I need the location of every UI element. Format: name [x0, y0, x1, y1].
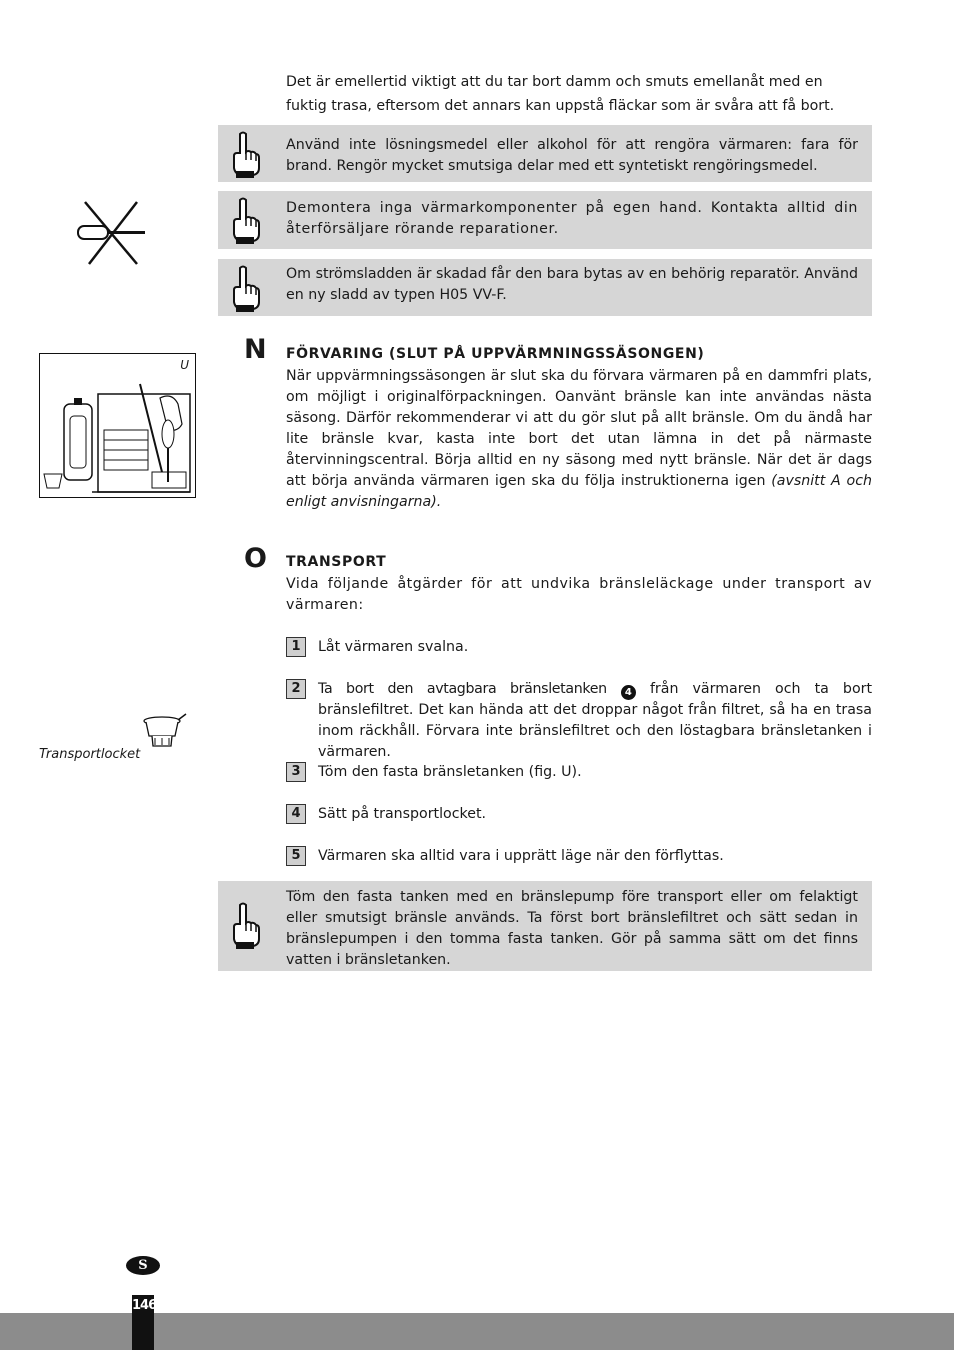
warning-box-solvents	[218, 125, 872, 182]
pointing-hand-icon	[226, 901, 262, 951]
heater-with-pump-illustration	[40, 354, 195, 497]
step-text	[318, 679, 872, 763]
figure-u	[39, 353, 196, 498]
section-letter-o: O	[244, 543, 267, 574]
section-letter-n: N	[244, 334, 267, 365]
warning-box-power-cord	[218, 259, 872, 316]
step-number: 5	[286, 846, 306, 866]
pointing-hand-icon	[226, 196, 262, 246]
warning-text: Töm den fasta tanken med en bränslepump före transport eller om felaktigt eller smutsigt bränsle används. Ta först bort bränslefiltret och sätt sedan in bränslepumpen i den tomma fasta tanken. Gör på samma sätt om det finns vatten i bränsletanken.	[286, 889, 858, 968]
transport-cap-caption: Transportlocket	[39, 747, 141, 762]
transport-step-3	[286, 762, 872, 783]
section-storage-body	[286, 366, 872, 513]
pointing-hand-icon	[226, 130, 262, 180]
transport-step-1	[286, 637, 872, 658]
storage-body-text: När uppvärmningssäsongen är slut ska du förvara värmaren på en dammfri plats, om möjligt i originalförpackningen. Oanvänt bränsle kan inte användas nästa säsong. Därför rekommenderar vi att du gör slut på allt bränsle. Om du ändå har lite bränsle kvar, kasta inte bort det utan lämna in det på närmaste återvinningscentral. Börja alltid en ny säsong med nytt bränsle. När det är dags att börja använda värmaren igen ska du följa instruktionerna igen	[286, 368, 872, 489]
step-number: 4	[286, 804, 306, 824]
transport-cap-icon	[140, 712, 190, 750]
crossed-screwdriver-icon	[75, 198, 151, 268]
section-title-transport: TRANSPORT	[286, 554, 387, 570]
pointing-hand-icon	[226, 264, 262, 314]
step-text-b: från värmaren och ta bort bränslefiltret. Det kan hända att det droppar något från filtret, så ha en trasa inom räckhåll. Förvara inte bränslefiltret och den löstagbara bränsletanken i värmaren.	[318, 681, 873, 760]
transport-intro: Vida följande åtgärder för att undvika bränsleläckage under transport av värmaren:	[286, 576, 872, 613]
language-badge: S	[126, 1256, 160, 1275]
transport-step-4	[286, 804, 872, 825]
step-number: 1	[286, 637, 306, 657]
warning-box-fuel-pump	[218, 881, 872, 971]
step-number: 2	[286, 679, 306, 699]
transport-step-5	[286, 846, 872, 867]
tank-reference-badge: 4	[621, 685, 636, 700]
section-title-storage: FÖRVARING (SLUT PÅ UPPVÄRMNINGSSÄSONGEN)	[286, 346, 705, 362]
warning-box-disassembly	[218, 191, 872, 249]
warning-text: Om strömsladden är skadad får den bara bytas av en behörig reparatör. Använd en ny sladd av typen H05 VV-F.	[286, 266, 858, 303]
warning-text: Använd inte lösningsmedel eller alkohol för att rengöra värmaren: fara för brand. Rengör mycket smutsiga delar med ett syntetiskt rengöringsmedel.	[286, 137, 858, 174]
step-text-a: Ta bort den avtagbara bränsletanken	[318, 681, 607, 697]
step-text: Töm den fasta bränsletanken (fig. U).	[318, 764, 582, 780]
storage-body-italic: (avsnitt A och enligt anvisningarna).	[286, 473, 872, 510]
page-number: 146	[132, 1298, 157, 1313]
intro-line-1: Det är emellertid viktigt att du tar bort damm och smuts emellanåt med en	[286, 74, 823, 90]
step-text: Sätt på transportlocket.	[318, 806, 487, 822]
step-text: Värmaren ska alltid vara i upprätt läge när den förflyttas.	[318, 848, 724, 864]
warning-text: Demontera inga värmarkomponenter på egen hand. Kontakta alltid din återförsäljare rörande reparationer.	[286, 200, 858, 237]
figure-u-label: U	[180, 358, 189, 372]
step-text: Låt värmaren svalna.	[318, 639, 469, 655]
intro-line-2: fuktig trasa, eftersom det annars kan uppstå fläckar som är svåra att få bort.	[286, 98, 835, 114]
transport-step-2	[286, 679, 872, 763]
step-number: 3	[286, 762, 306, 782]
